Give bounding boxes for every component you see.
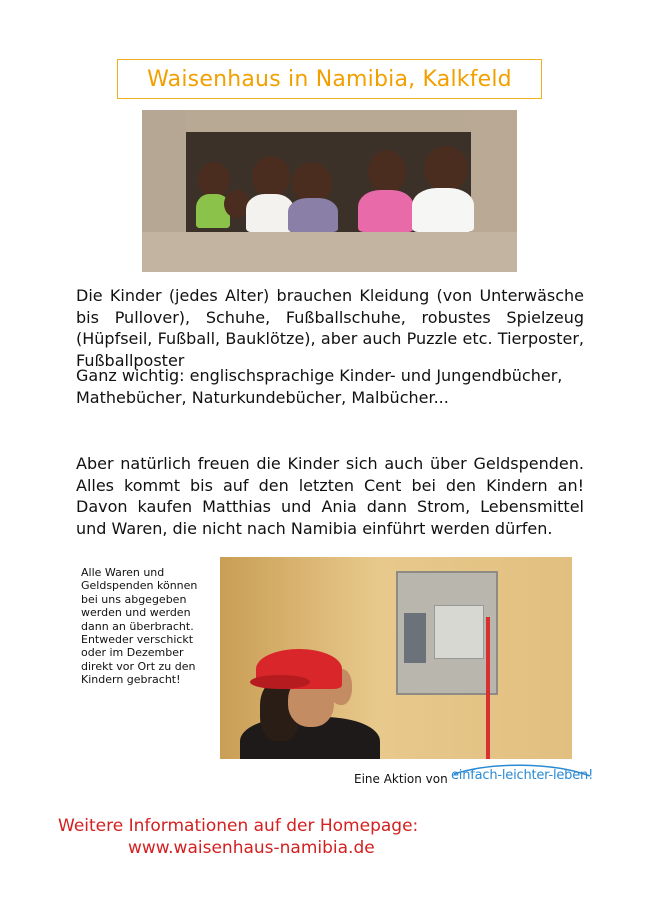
books-paragraph: Ganz wichtig: englischsprachige Kinder- und Jungendbücher, Mathebücher, Naturkundebücher, Malbücher...: [76, 366, 563, 407]
title-box: [117, 59, 542, 99]
needs-paragraph: Die Kinder (jedes Alter) brauchen Kleidung (von Unterwäsche bis Pullover), Schuhe, Fußballschuhe, robustes Spielzeug (Hüpfseil, Fußball, Bauklötze), aber auch Puzzle etc. Tierposter, Fußballposter: [76, 286, 584, 370]
logo-text: einfach-leichter-leben!: [451, 768, 594, 783]
woman-photo: [220, 557, 572, 759]
children-photo: [142, 110, 517, 272]
page-title: Waisenhaus in Namibia, Kalkfeld: [147, 66, 512, 92]
donations-paragraph: Aber natürlich freuen die Kinder sich auch über Geldspenden. Alles kommt bis auf den letzten Cent bei den Kindern an! Davon kaufen Matthias und Ania dann Strom, Lebensmittel und Waren, die nicht nach Namibia einführt werden dürfen.: [76, 454, 584, 538]
homepage-link[interactable]: www.waisenhaus-namibia.de: [128, 838, 375, 858]
aktion-label: Eine Aktion von: [354, 772, 448, 786]
more-info-text: Weitere Informationen auf der Homepage:: [58, 816, 419, 836]
side-note: Alle Waren und Geldspenden können bei uns abgegeben werden und werden dann an überbracht. Entweder verschickt oder im Dezember direkt vor Ort zu den Kindern gebracht!: [81, 566, 198, 687]
